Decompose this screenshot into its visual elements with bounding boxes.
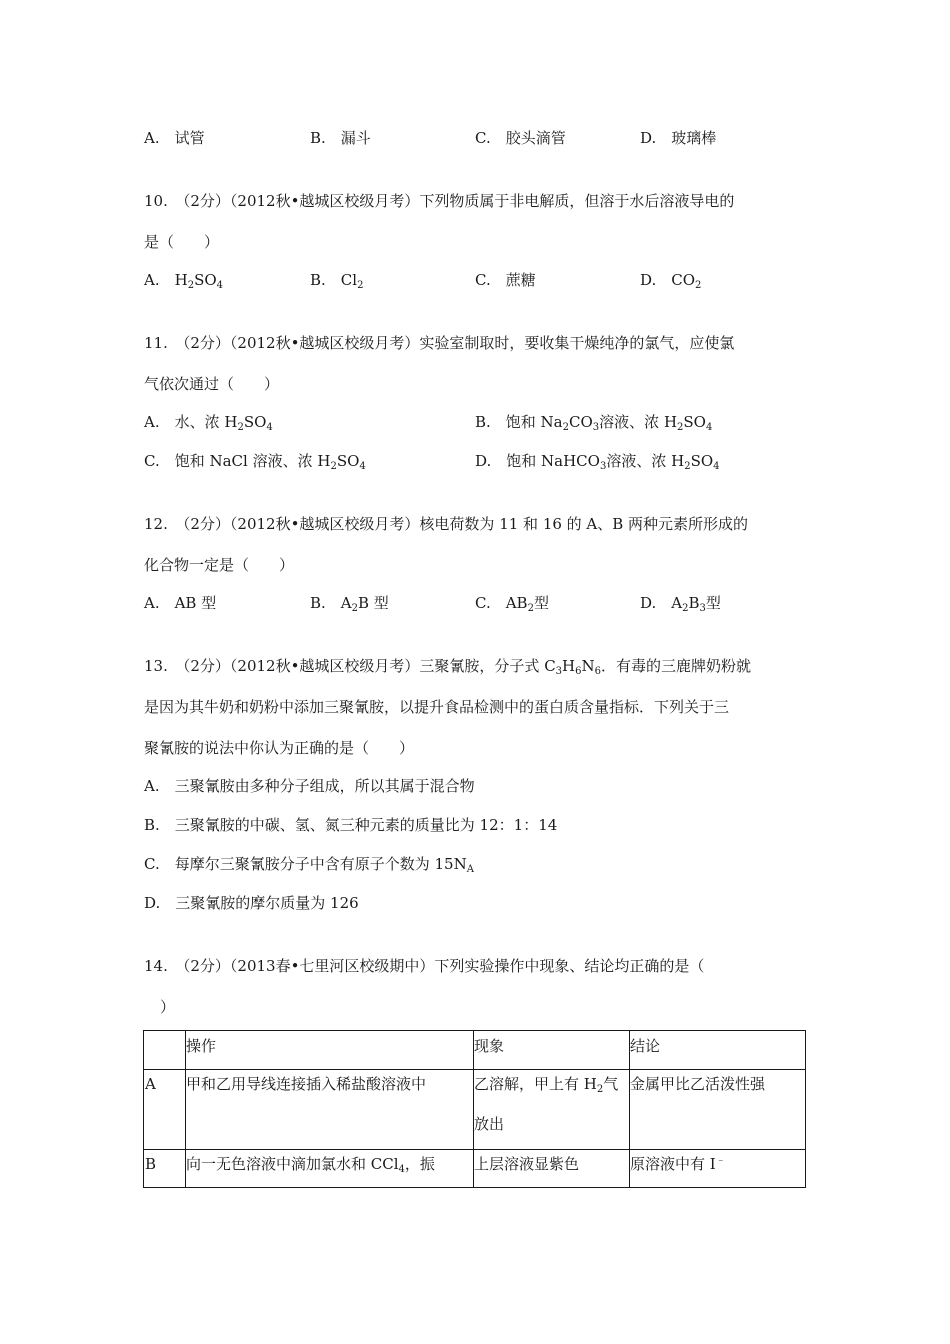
q12-stem-line-1: 12. （2分）（2012秋•越城区校级月考）核电荷数为 11 和 16 的 A、B 两种元素所形成的 — [144, 515, 749, 533]
q10-option-d: D. $CO_2$ — [640, 271, 702, 291]
q12-option-b: B. $A_2B$ 型 — [310, 594, 389, 614]
table-row-a-phenomenon-line-2: 放出 — [474, 1115, 505, 1133]
q11-option-d: D. 饱和 NaHCO$_3$溶液、浓 $H_2SO_4$ — [475, 452, 720, 472]
q9-option-d: D. 玻璃棒 — [640, 129, 717, 147]
q13-stem-line-2: 是因为其牛奶和奶粉中添加三聚氰胺，以提升食品检测中的蛋白质含量指标．下列关于三 — [144, 698, 730, 716]
q14-stem-line-2: ） — [160, 998, 176, 1016]
table-header-phenomenon: 现象 — [474, 1037, 505, 1055]
table-divider — [144, 1149, 805, 1150]
q12-stem-line-2: 化合物一定是（ ） — [144, 556, 295, 574]
q12-option-a: A. AB 型 — [144, 594, 217, 612]
table-row-b-conclusion: 原溶液中有 I﹣ — [630, 1155, 726, 1173]
table-header-conclusion: 结论 — [630, 1037, 661, 1055]
q13-stem-line-3: 聚氰胺的说法中你认为正确的是（ ） — [144, 739, 415, 757]
q14-stem-line-1: 14. （2分）（2013春•七里河区校级期中）下列实验操作中现象、结论均正确的是（ — [144, 957, 705, 975]
q9-option-c: C. 胶头滴管 — [475, 129, 566, 147]
table-row-b-phenomenon: 上层溶液显紫色 — [474, 1155, 580, 1173]
q12-option-d: D. $A_2B_3$型 — [640, 594, 721, 614]
q13-stem-line-1: 13. （2分）（2012秋•越城区校级月考）三聚氰胺，分子式 $C_3H_6N_6$．有毒的三鹿牌奶粉就 — [144, 657, 752, 677]
q13-option-b: B. 三聚氰胺的中碳、氢、氮三种元素的质量比为 12：1：14 — [144, 816, 558, 834]
q10-stem-line-1: 10. （2分）（2012秋•越城区校级月考）下列物质属于非电解质，但溶于水后溶液导电的 — [144, 192, 735, 210]
q10-option-c: C. 蔗糖 — [475, 271, 536, 289]
table-divider — [144, 1069, 805, 1070]
table-row-a-phenomenon: 乙溶解，甲上有 $H_2$气 — [474, 1075, 619, 1095]
q11-option-a: A. 水、浓 $H_2SO_4$ — [144, 413, 273, 433]
q11-option-c: C. 饱和 NaCl 溶液、浓 $H_2SO_4$ — [144, 452, 366, 472]
table-row-a-conclusion: 金属甲比乙活泼性强 — [630, 1075, 766, 1093]
q11-option-b: B. 饱和 $Na_2CO_3$溶液、浓 $H_2SO_4$ — [475, 413, 713, 433]
table-header-operation: 操作 — [186, 1037, 217, 1055]
table-row-a-operation: 甲和乙用导线连接插入稀盐酸溶液中 — [186, 1075, 427, 1093]
q10-option-a: A. $H_2SO_4$ — [144, 271, 224, 291]
q13-option-c: C. 每摩尔三聚氰胺分子中含有原子个数为 $15N_A$ — [144, 855, 474, 875]
table-row-b-label: B — [145, 1155, 157, 1173]
q11-stem-line-2: 气依次通过（ ） — [144, 375, 280, 393]
table-row-a-label: A — [145, 1075, 156, 1093]
q13-option-a: A. 三聚氰胺由多种分子组成，所以其属于混合物 — [144, 777, 475, 795]
q12-option-c: C. $AB_2$型 — [475, 594, 549, 614]
q10-stem-line-2: 是（ ） — [144, 233, 220, 251]
q9-option-b: B. 漏斗 — [310, 129, 371, 147]
q9-option-a: A. 试管 — [144, 129, 205, 147]
table-row-b-operation: 向一无色溶液中滴加氯水和 CCl$_4$，振 — [186, 1155, 435, 1175]
q14-table — [143, 1030, 806, 1188]
q10-option-b: B. $Cl_2$ — [310, 271, 364, 291]
q11-stem-line-1: 11. （2分）（2012秋•越城区校级月考）实验室制取时，要收集干燥纯净的氯气，应使氯 — [144, 334, 735, 352]
q13-option-d: D. 三聚氰胺的摩尔质量为 126 — [144, 894, 359, 912]
